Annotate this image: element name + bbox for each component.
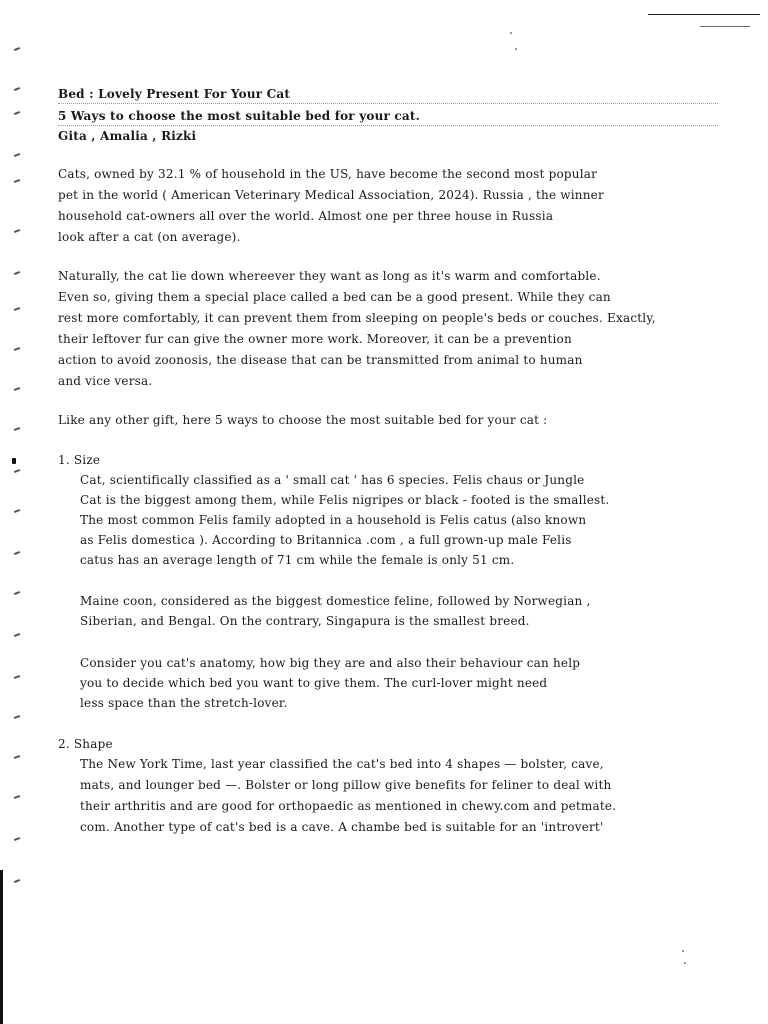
- section2-heading: 2. Shape: [58, 737, 113, 751]
- section1-para1-line: as Felis domestica ). According to Britannica .com , a full grown-up male Felis: [80, 533, 572, 547]
- section1-para1-line: catus has an average length of 71 cm while the female is only 51 cm.: [80, 553, 515, 567]
- document-title: Bed : Lovely Present For Your Cat: [58, 87, 291, 101]
- section1-para3-line: less space than the stretch-lover.: [80, 696, 288, 710]
- para2-line: rest more comfortably, it can prevent them from sleeping on people's beds or couches. Exactly,: [58, 311, 656, 325]
- list-intro: Like any other gift, here 5 ways to choose the most suitable bed for your cat :: [58, 413, 548, 427]
- section1-heading: 1. Size: [58, 453, 101, 467]
- section1-para1-line: The most common Felis family adopted in a household is Felis catus (also known: [80, 513, 587, 527]
- scan-speck: [684, 962, 686, 964]
- para1-line: Cats, owned by 32.1 % of household in the US, have become the second most popular: [58, 167, 598, 181]
- section1-para3-line: Consider you cat's anatomy, how big they are and also their behaviour can help: [80, 656, 581, 670]
- para2-line: their leftover fur can give the owner more work. Moreover, it can be a prevention: [58, 332, 572, 346]
- section1-para1-line: Cat, scientifically classified as a ' small cat ' has 6 species. Felis chaus or Jungle: [80, 473, 585, 487]
- section1-para1-line: Cat is the biggest among them, while Felis nigripes or black - footed is the smallest.: [80, 493, 610, 507]
- margin-ticks: [14, 40, 24, 900]
- section2-para1-line: com. Another type of cat's bed is a cave. A chambe bed is suitable for an 'introvert': [80, 820, 604, 834]
- document-subtitle: 5 Ways to choose the most suitable bed for your cat.: [58, 109, 421, 123]
- scan-speck: [682, 950, 684, 952]
- para2-line: Naturally, the cat lie down whereever they want as long as it's warm and comfortable.: [58, 269, 601, 283]
- scan-mark: [700, 26, 750, 27]
- para1-line: household cat-owners all over the world. Almost one per three house in Russia: [58, 209, 554, 223]
- section1-para3-line: you to decide which bed you want to give them. The curl-lover might need: [80, 676, 548, 690]
- section2-para1-line: The New York Time, last year classified the cat's bed into 4 shapes — bolster, cave,: [80, 757, 604, 771]
- scan-shadow-bar: [0, 870, 3, 1024]
- section1-para2-line: Maine coon, considered as the biggest domestice feline, followed by Norwegian ,: [80, 594, 591, 608]
- title-rule: [58, 103, 718, 104]
- scan-speck: [515, 48, 517, 50]
- para1-line: look after a cat (on average).: [58, 230, 241, 244]
- subtitle-rule: [58, 125, 718, 126]
- scan-edge-line: [648, 14, 760, 15]
- scan-speck: [510, 32, 512, 34]
- document-authors: Gita , Amalia , Rizki: [58, 129, 197, 143]
- section2-para1-line: mats, and lounger bed —. Bolster or long pillow give benefits for feliner to deal with: [80, 778, 612, 792]
- section1-para2-line: Siberian, and Bengal. On the contrary, Singapura is the smallest breed.: [80, 614, 530, 628]
- para2-line: action to avoid zoonosis, the disease that can be transmitted from animal to human: [58, 353, 583, 367]
- para2-line: Even so, giving them a special place called a bed can be a good present. While they can: [58, 290, 611, 304]
- para2-line: and vice versa.: [58, 374, 153, 388]
- para1-line: pet in the world ( American Veterinary Medical Association, 2024). Russia , the winner: [58, 188, 604, 202]
- section2-para1-line: their arthritis and are good for orthopaedic as mentioned in chewy.com and petmate.: [80, 799, 617, 813]
